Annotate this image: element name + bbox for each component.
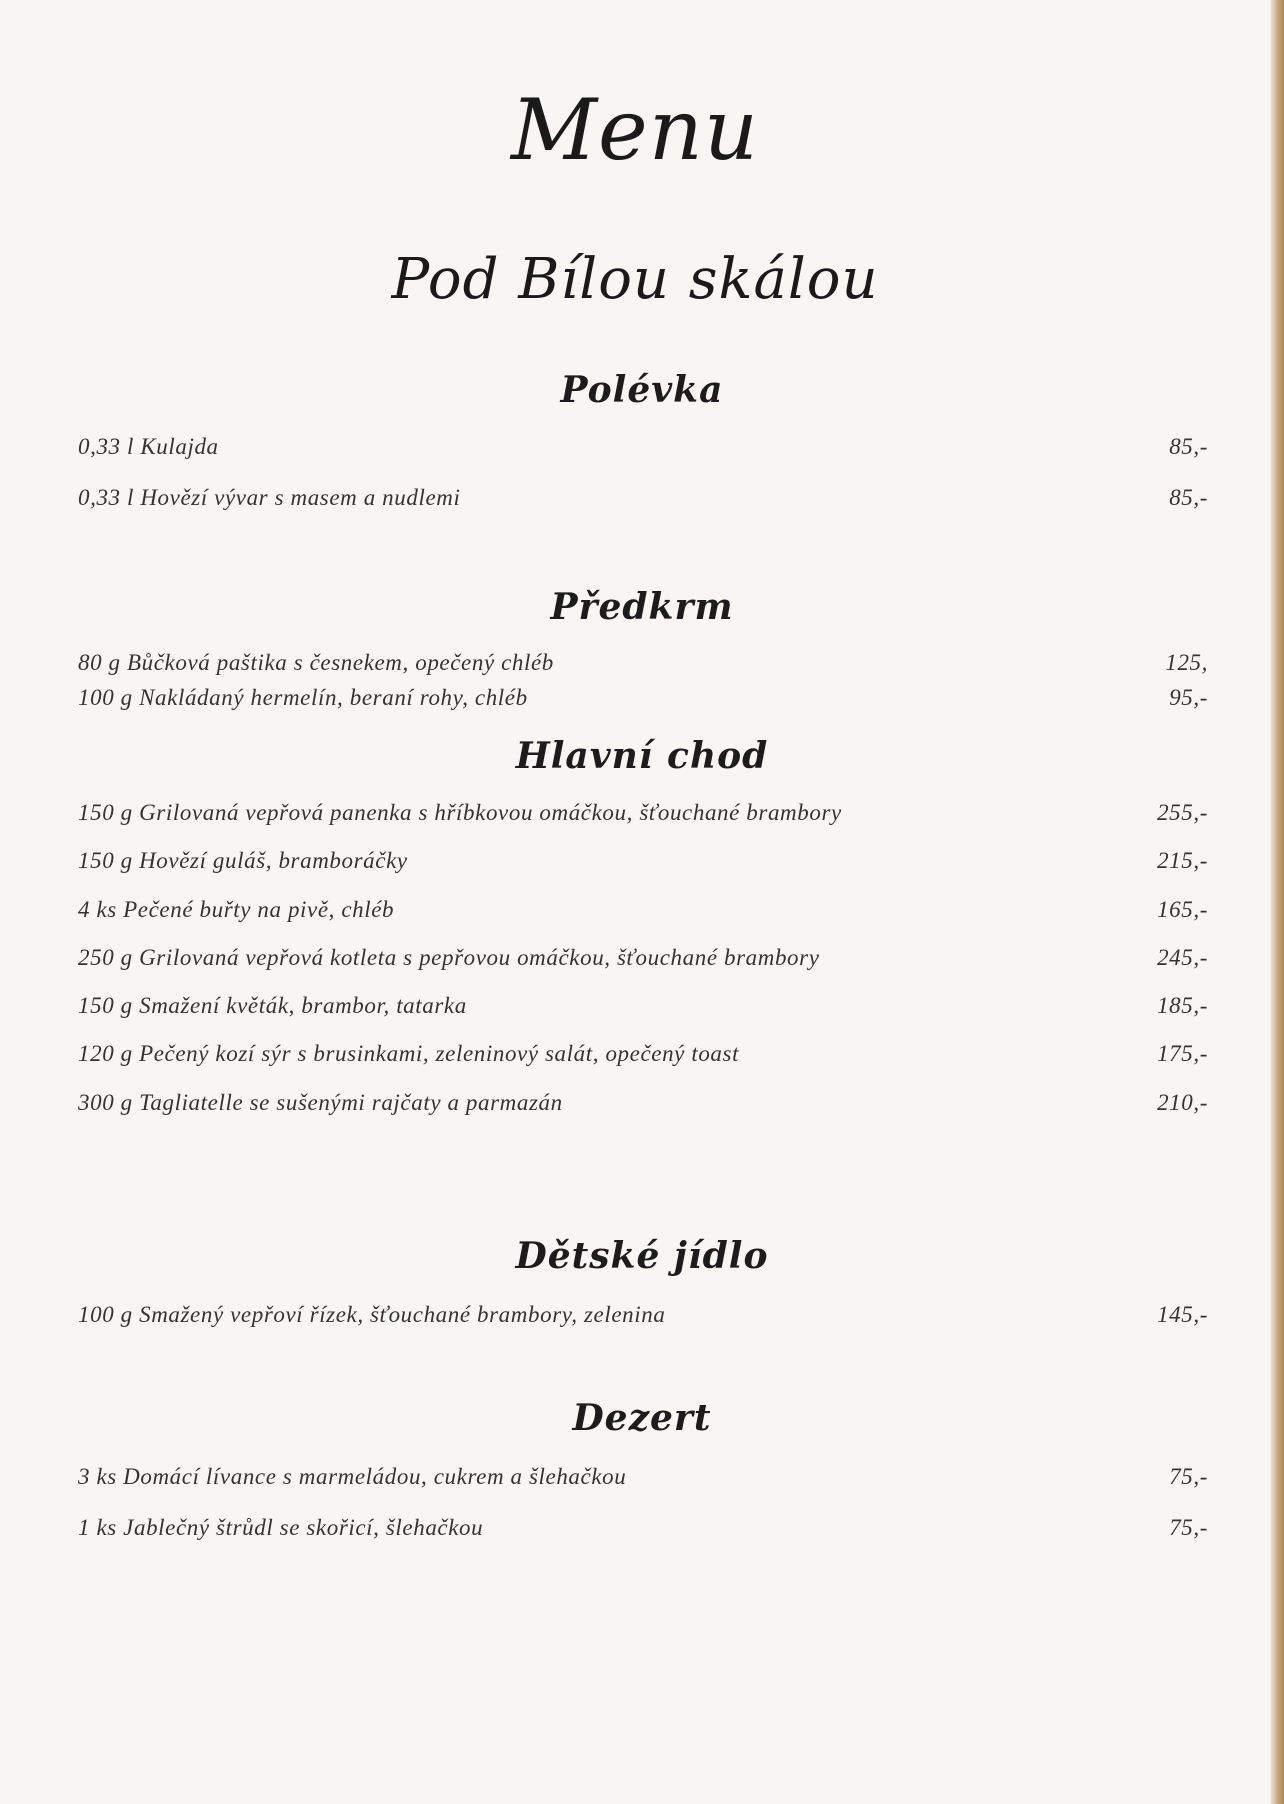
menu-item-name: 4 ks Pečené buřty na pivě, chléb	[78, 897, 395, 922]
restaurant-name: Pod Bílou skálou	[391, 247, 879, 312]
menu-item-price: 145,-	[1157, 1302, 1208, 1327]
section-heading-hlavni-chod: Hlavní chod	[515, 735, 769, 777]
menu-item	[78, 1086, 1208, 1120]
menu-item-price: 75,-	[1169, 1464, 1208, 1489]
menu-item	[78, 681, 1208, 715]
menu-item-price: 215,-	[1157, 848, 1208, 873]
menu-item	[78, 796, 1208, 830]
menu-item-name: 250 g Grilovaná vepřová kotleta s pepřovou omáčkou, šťouchané brambory	[78, 945, 820, 970]
menu-item-name: 1 ks Jablečný štrůdl se skořicí, šlehačkou	[78, 1515, 484, 1540]
section-heading-detske-jidlo: Dětské jídlo	[515, 1235, 769, 1277]
menu-item-price: 245,-	[1157, 945, 1208, 970]
menu-item-name: 100 g Smažený vepřoví řízek, šťouchané brambory, zelenina	[78, 1302, 666, 1327]
menu-item	[78, 646, 1208, 680]
menu-board-edge	[1270, 0, 1284, 1804]
menu-item	[78, 481, 1208, 515]
menu-item-price: 175,-	[1157, 1041, 1208, 1066]
menu-item-name: 150 g Hovězí guláš, bramboráčky	[78, 848, 408, 873]
section-heading-polevka: Polévka	[560, 369, 724, 411]
menu-item-name: 100 g Nakládaný hermelín, beraní rohy, chléb	[78, 685, 528, 710]
menu-item-price: 255,-	[1157, 800, 1208, 825]
menu-item	[78, 430, 1208, 464]
menu-item-price: 185,-	[1157, 993, 1208, 1018]
menu-item	[78, 1460, 1208, 1494]
menu-item-name: 80 g Bůčková paštika s česnekem, opečený chléb	[78, 650, 554, 675]
menu-item-name: 0,33 l Kulajda	[78, 434, 219, 459]
menu-item	[78, 941, 1208, 975]
menu-item-price: 85,-	[1169, 485, 1208, 510]
menu-item-price: 95,-	[1169, 685, 1208, 710]
menu-item	[78, 844, 1208, 878]
menu-item-name: 300 g Tagliatelle se sušenými rajčaty a parmazán	[78, 1090, 563, 1115]
menu-item	[78, 1298, 1208, 1332]
menu-item	[78, 1511, 1208, 1545]
menu-item-name: 0,33 l Hovězí vývar s masem a nudlemi	[78, 485, 461, 510]
menu-item-name: 150 g Smažení květák, brambor, tatarka	[78, 993, 467, 1018]
menu-item-name: 120 g Pečený kozí sýr s brusinkami, zeleninový salát, opečený toast	[78, 1041, 740, 1066]
menu-item	[78, 989, 1208, 1023]
section-heading-dezert: Dezert	[572, 1397, 712, 1439]
menu-item-price: 210,-	[1157, 1090, 1208, 1115]
menu-item-price: 165,-	[1157, 897, 1208, 922]
menu-item-price: 75,-	[1169, 1515, 1208, 1540]
menu-title: Menu	[511, 81, 759, 179]
menu-item	[78, 893, 1208, 927]
menu-item-name: 3 ks Domácí lívance s marmeládou, cukrem a šlehačkou	[78, 1464, 627, 1489]
menu-item-name: 150 g Grilovaná vepřová panenka s hříbkovou omáčkou, šťouchané brambory	[78, 800, 842, 825]
menu-item-price: 125,	[1165, 650, 1208, 675]
menu-item-price: 85,-	[1169, 434, 1208, 459]
menu-item	[78, 1037, 1208, 1071]
section-heading-predkrm: Předkrm	[550, 586, 734, 628]
